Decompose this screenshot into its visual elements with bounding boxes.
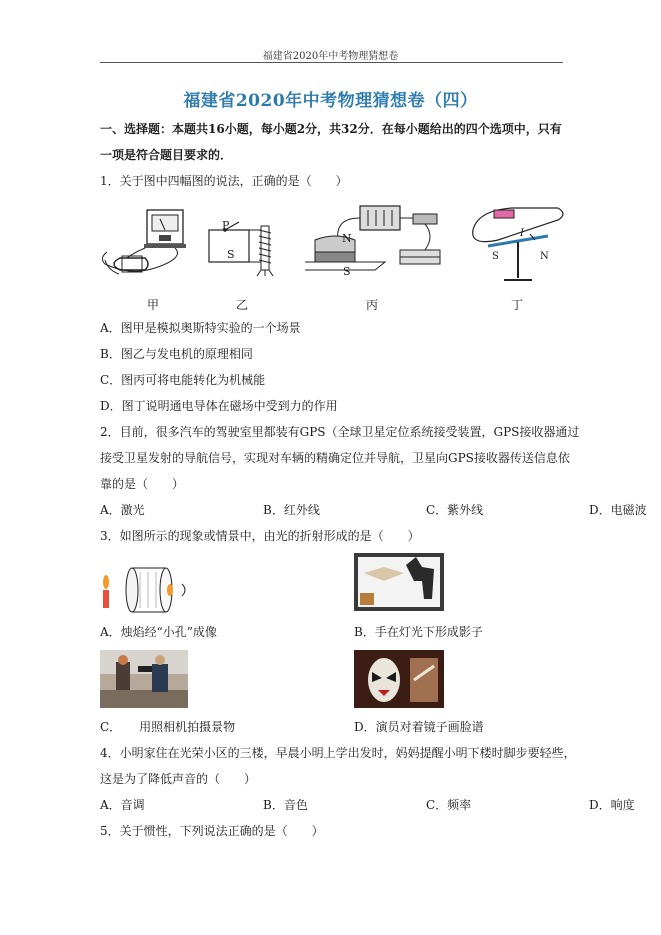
- q1-option-d: D．图丁说明通电导体在磁场中受到力的作用: [100, 399, 338, 413]
- q3-option-b: B．手在灯光下形成影子: [354, 625, 483, 639]
- figure-jia: [100, 200, 190, 282]
- page-header: 福建省2020年中考物理猜想卷: [262, 51, 399, 62]
- q3-option-a: A．烛焰经“小孔”成像: [100, 625, 217, 639]
- q3-image-mirror-makeup: [354, 650, 444, 708]
- q3-stem: 3．如图所示的现象或情景中，由光的折射形成的是（ ）: [100, 529, 420, 543]
- q3-option-d: D．演员对着镜子画脸谱: [354, 720, 484, 734]
- figure-yi-letter-p: P: [222, 219, 230, 232]
- q4-option-d: D．响度: [589, 798, 635, 812]
- figure-ding-letter-s: S: [492, 251, 499, 262]
- figure-yi-letter-s: S: [227, 248, 235, 261]
- q3-image-hand-shadow: [354, 553, 444, 611]
- q2-stem-line2: 接受卫星发射的导航信号，实现对车辆的精确定位并导航，卫星向GPS接收器传送信息依: [100, 451, 570, 465]
- figure-label-yi: 乙: [235, 298, 248, 312]
- figure-label-bing: 丙: [365, 298, 378, 312]
- q2-option-d: D．电磁波: [589, 503, 647, 517]
- q2-stem-line3: 靠的是（ ）: [100, 477, 185, 491]
- q4-stem-line2: 这是为了降低声音的（ ）: [100, 772, 257, 786]
- q4-option-b: B．音色: [263, 798, 308, 812]
- q4-stem-line1: 4．小明家住在光荣小区的三楼，早晨小明上学出发时，妈妈提醒小明下楼时脚步要轻些，: [100, 746, 576, 760]
- figure-label-ding: 丁: [510, 298, 523, 312]
- q1-option-a: A．图甲是模拟奥斯特实验的一个场景: [100, 321, 301, 335]
- q2-stem-line1: 2．目前，很多汽车的驾驶室里都装有GPS（全球卫星定位系统接受装置，GPS接收器通过: [100, 425, 580, 439]
- section-heading-line2: 一项是符合题目要求的．: [100, 148, 233, 162]
- q3-image-candle-pinhole: [100, 560, 195, 620]
- figure-ding: [468, 200, 568, 285]
- q5-stem: 5．关于惯性，下列说法正确的是（ ）: [100, 824, 324, 838]
- q4-option-a: A．音调: [100, 798, 145, 812]
- figure-yi: [203, 218, 283, 278]
- q2-option-c: C．紫外线: [426, 503, 484, 517]
- q2-option-a: A．激光: [100, 503, 145, 517]
- q3-option-c: C． 用照相机拍摄景物: [100, 720, 236, 734]
- page-title: 福建省2020年中考物理猜想卷（四）: [183, 91, 478, 111]
- figure-bing-letter-s: S: [343, 265, 351, 278]
- figure-label-jia: 甲: [146, 298, 159, 312]
- section-heading-line1: 一、选择题：本题共16小题，每小题2分，共32分．在每小题给出的四个选项中，只有: [100, 122, 562, 136]
- q1-option-b: B．图乙与发电机的原理相同: [100, 347, 253, 361]
- q1-stem: 1．关于图中四幅图的说法，正确的是（ ）: [100, 174, 348, 188]
- q2-option-b: B．红外线: [263, 503, 320, 517]
- figure-ding-letter-n: N: [540, 251, 549, 262]
- q3-image-camera-photographers: [100, 650, 188, 708]
- figure-bing: [305, 200, 455, 280]
- q4-option-c: C．频率: [426, 798, 472, 812]
- figure-ding-letter-i: I: [520, 228, 524, 239]
- q1-option-c: C．图丙可将电能转化为机械能: [100, 373, 266, 387]
- figure-bing-letter-n: N: [342, 232, 352, 245]
- header-divider: [100, 62, 563, 63]
